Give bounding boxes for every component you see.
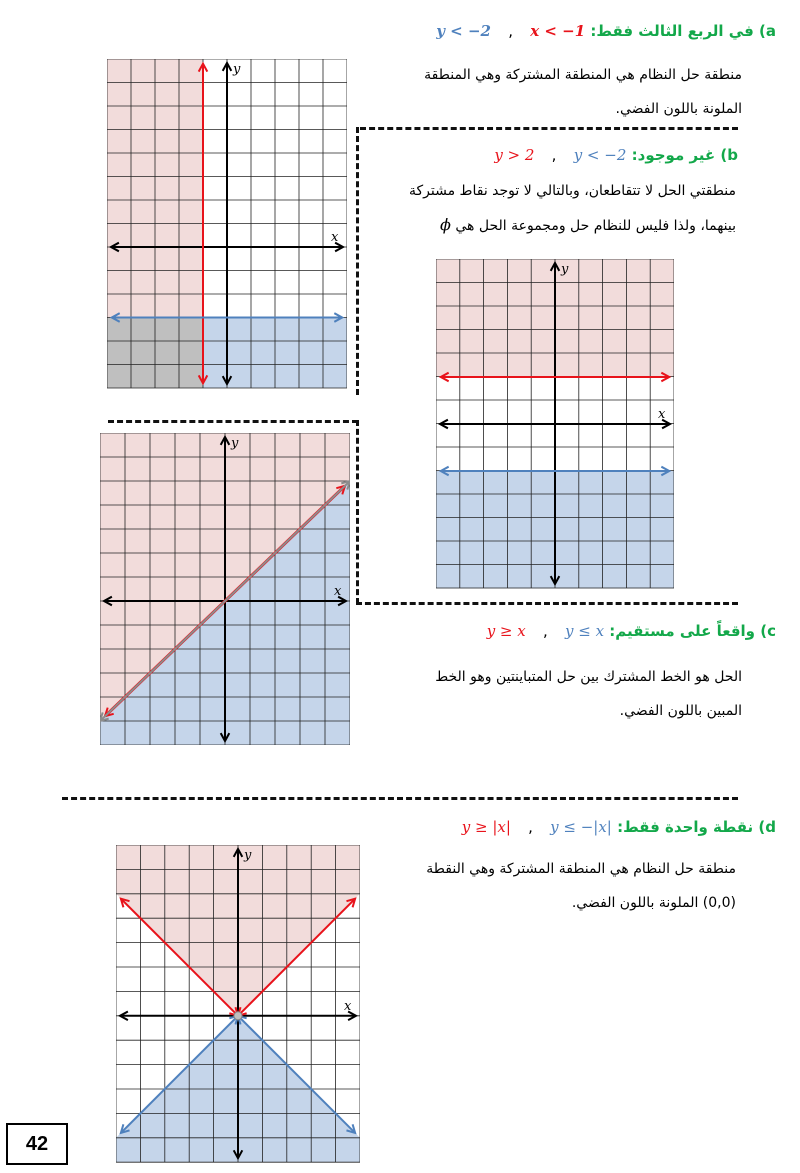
section-a-letter: a) <box>759 22 776 40</box>
graph-d <box>116 845 360 1163</box>
section-a-body-line2: الملونة باللون الفضي. <box>615 101 742 117</box>
section-c-body-line2: المبين باللون الفضي. <box>619 703 742 719</box>
section-b-sep: , <box>551 146 557 164</box>
section-b-left-connector <box>108 420 358 423</box>
section-a-ineq1: x < −1 <box>530 22 586 40</box>
y-axis-label: y <box>561 262 569 277</box>
section-b-top-divider <box>360 127 738 130</box>
section-c-header <box>487 622 776 640</box>
section-b-body-line2 <box>356 208 736 243</box>
y-axis-label: y <box>231 436 239 451</box>
y-axis-label: y <box>244 848 252 863</box>
section-c-letter: c) <box>760 622 776 640</box>
section-b-body <box>356 174 736 243</box>
section-b-title: غير موجود: <box>631 146 716 164</box>
section-c-ineq1: y ≤ x <box>564 622 605 640</box>
section-b-body-line2-text: بينهما، ولذا فليس للنظام حل ومجموعة الحل هي <box>455 218 736 234</box>
section-d-ineq1: y ≤ −|x| <box>550 818 612 836</box>
section-c-body-line1: الحل هو الخط المشترك بين حل المتباينتين وهو الخط <box>435 669 742 685</box>
section-c-title: واقعاً على مستقيم: <box>609 622 755 640</box>
section-b-header <box>494 146 738 164</box>
section-c-sep: , <box>542 622 548 640</box>
y-axis-label: y <box>233 62 241 77</box>
section-d-letter: d) <box>758 818 776 836</box>
section-a-body <box>362 58 742 126</box>
section-b-body-line1: منطقتي الحل لا تتقاطعان، وبالتالي لا توجد نقاط مشتركة <box>408 183 736 199</box>
section-a-body-line1: منطقة حل النظام هي المنطقة المشتركة وهي المنطقة <box>424 67 742 83</box>
section-c-body <box>362 660 742 728</box>
x-axis-label: x <box>344 998 352 1014</box>
page-number: 42 <box>6 1123 68 1165</box>
section-b-left-divider-2 <box>356 420 359 604</box>
section-d-sep: , <box>528 818 533 836</box>
empty-set-symbol: ϕ <box>440 215 451 234</box>
section-d-top-divider <box>62 797 738 800</box>
section-c-ineq2: y ≥ x <box>486 622 526 640</box>
section-d-ineq2: y ≥ |x| <box>461 818 511 836</box>
section-b-ineq2: y > 2 <box>494 146 535 164</box>
section-a-header <box>436 22 776 40</box>
section-b-letter: b) <box>720 146 738 164</box>
section-a-ineq2: y < −2 <box>436 22 491 40</box>
section-d-body <box>356 852 736 920</box>
section-d-title: نقطة واحدة فقط: <box>617 818 754 836</box>
section-d-body-line2: (0,0) الملونة باللون الفضي. <box>571 895 736 911</box>
section-a-title: في الربع الثالث فقط: <box>590 22 754 40</box>
section-b-ineq1: y < −2 <box>573 146 627 164</box>
graph-b <box>436 259 674 589</box>
x-axis-label: x <box>331 230 339 245</box>
x-axis-label: x <box>334 584 342 599</box>
solution-point <box>234 1012 242 1020</box>
section-d-body-line1: منطقة حل النظام هي المنطقة المشتركة وهي النقطة <box>426 861 736 877</box>
section-a-sep: , <box>508 22 513 40</box>
x-axis-label: x <box>658 407 666 422</box>
section-b-left-divider <box>356 127 359 395</box>
graph-a <box>107 59 347 389</box>
section-b-bottom-divider <box>356 602 738 605</box>
section-d-header <box>462 818 776 836</box>
graph-c <box>100 433 350 745</box>
